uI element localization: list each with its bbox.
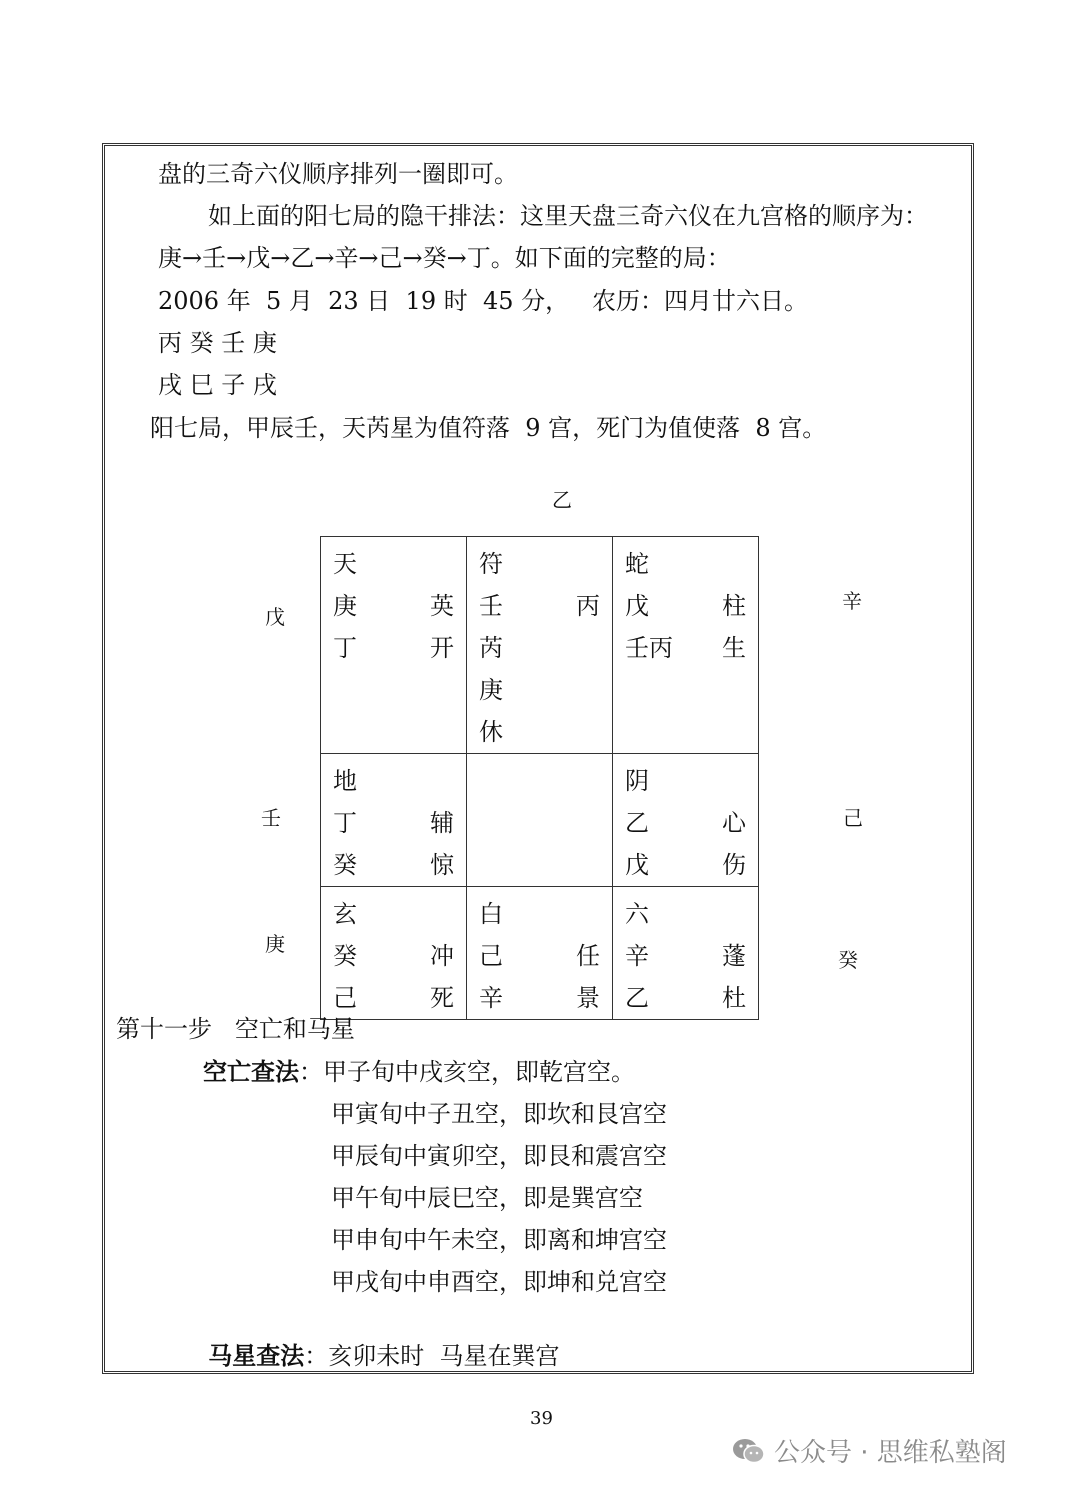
palace-cell-right-text: 任 [576,942,600,970]
outer-right-2: 己 [843,806,863,830]
kongwang-line-3: 甲辰旬中寅卯空，即艮和震宫空 [331,1142,667,1170]
palace-cell-left-text: 地 [333,767,357,795]
palace-cell-left-text: 休 [479,718,503,746]
palace-cell-left-text: 丁 [333,634,357,662]
paragraph-1: 盘的三奇六仪顺序排列一圈即可。 [158,160,518,188]
maxing-colon: ： [304,1342,329,1370]
palace-cell-left-text: 乙 [625,984,649,1012]
palace-cell-right-text: 辅 [430,809,454,837]
kongwang-line-4: 甲午旬中辰巳空，即是巽宫空 [331,1184,643,1212]
palace-cell-left-text: 戊 [625,851,649,879]
palace-cell-left-text: 己 [479,942,503,970]
kongwang-line-1: 甲子旬中戌亥空，即乾宫空。 [323,1058,635,1086]
palace-cell-row [467,627,612,669]
outer-top-label: 乙 [552,488,572,512]
palace-cell-row [321,844,466,886]
palace-cell-left-text: 辛 [479,984,503,1012]
palace-cell-left-text: 丁 [333,809,357,837]
palace-cell-right-text: 蓬 [722,942,746,970]
palace-cell-row [321,935,466,977]
step-title: 第十一步 空亡和马星 [116,1015,355,1043]
palace-cell [467,754,613,887]
palace-cell-row [613,543,758,585]
palace-cell-left-text: 乙 [625,809,649,837]
palace-cell [613,887,759,1020]
palace-cell [321,537,467,754]
palace-cell-right-text: 杜 [722,984,746,1012]
palace-cell-left-text: 庚 [333,592,357,620]
palace-cell-left-text: 辛 [625,942,649,970]
ganzhi-branches: 戌 巳 子 戌 [158,371,277,399]
palace-cell-row [613,844,758,886]
outer-left-1: 戊 [265,605,285,629]
paragraph-2: 如上面的阳七局的隐干排法：这里天盘三奇六仪在九宫格的顺序为： [208,202,928,230]
palace-cell-right-text: 景 [576,984,600,1012]
palace-cell-right-text: 死 [430,984,454,1012]
palace-cell-row [321,802,466,844]
palace-cell-right-text: 惊 [430,851,454,879]
palace-cell [613,537,759,754]
palace-cell-left-text: 癸 [333,851,357,879]
palace-cell-row [613,802,758,844]
palace-cell-right-text: 心 [722,809,746,837]
palace-cell-row [467,585,612,627]
palace-cell-left-text: 白 [479,900,503,928]
paragraph-3: 庚→壬→戊→乙→辛→己→癸→丁。如下面的完整的局： [158,244,731,272]
palace-cell-row [321,627,466,669]
kongwang-colon: ： [299,1058,323,1086]
maxing-text: 亥卯未时 马星在巽宫 [328,1342,560,1370]
palace-cell-left-text: 阴 [625,767,649,795]
palace-cell-row [467,711,612,753]
palace-cell-row [613,893,758,935]
palace-cell [321,754,467,887]
ganzhi-stems: 丙 癸 壬 庚 [158,329,277,357]
palace-cell-row [467,977,612,1019]
palace-cell-row [321,760,466,802]
kongwang-line-5: 甲申旬中午未空，即离和坤宫空 [331,1226,667,1254]
palace-cell-left-text: 己 [333,984,357,1012]
palace-cell-left-text: 蛇 [625,550,649,578]
palace-cell-left-text: 符 [479,550,503,578]
palace-cell-row [613,627,758,669]
palace-cell-left-text: 天 [333,550,357,578]
ju-description: 阳七局，甲辰壬，天芮星为值符落 9 宫，死门为值使落 8 宫。 [150,414,827,442]
outer-right-1: 辛 [842,589,862,613]
palace-cell-row [613,760,758,802]
kongwang-line-2: 甲寅旬中子丑空，即坎和艮宫空 [331,1100,667,1128]
maxing-label: 马星查法 [208,1341,305,1370]
palace-cell-row [613,935,758,977]
palace-cell [467,537,613,754]
palace-cell-row [321,543,466,585]
palace-cell-left-text: 庚 [479,676,503,704]
palace-cell [467,887,613,1020]
watermark [732,1432,1007,1469]
palace-cell-right-text: 生 [722,634,746,662]
palace-cell-row [321,585,466,627]
palace-cell-row [467,935,612,977]
palace-cell-row [467,543,612,585]
palace-cell-row [321,977,466,1019]
palace-cell-right-text: 开 [430,634,454,662]
palace-cell-left-text: 戊 [625,592,649,620]
kongwang-heading [203,1057,635,1087]
palace-cell [321,887,467,1020]
palace-cell-row [613,977,758,1019]
outer-right-3: 癸 [838,948,858,972]
nine-palace-grid [320,536,759,1020]
outer-left-3: 庚 [265,932,285,956]
outer-left-2: 壬 [261,806,281,830]
palace-cell-right-text: 丙 [576,592,600,620]
palace-cell-left-text: 六 [625,900,649,928]
wechat-icon [732,1437,766,1465]
palace-cell-left-text: 玄 [333,900,357,928]
palace-cell-left-text: 芮 [479,634,503,662]
kongwang-label: 空亡查法 [203,1057,299,1086]
palace-cell-right-text: 伤 [722,851,746,879]
date-line: 2006 年 5 月 23 日 19 时 45 分， 农历：四月廿六日。 [158,287,809,315]
palace-cell-row [467,893,612,935]
kongwang-line-6: 甲戌旬中申酉空，即坤和兑宫空 [331,1268,667,1296]
palace-cell-left-text: 壬丙 [625,634,673,662]
palace-cell-left-text: 癸 [333,942,357,970]
page-number: 39 [530,1408,553,1429]
palace-cell-right-text: 柱 [722,592,746,620]
palace-cell-row [321,893,466,935]
palace-cell-row [613,585,758,627]
palace-cell-row [467,669,612,711]
palace-cell-right-text: 冲 [430,942,454,970]
watermark-text: 公众号 · 思维私塾阁 [774,1438,1007,1468]
palace-cell [613,754,759,887]
palace-cell-left-text: 壬 [479,592,503,620]
palace-cell-right-text: 英 [430,592,454,620]
maxing-heading [193,1311,560,1371]
